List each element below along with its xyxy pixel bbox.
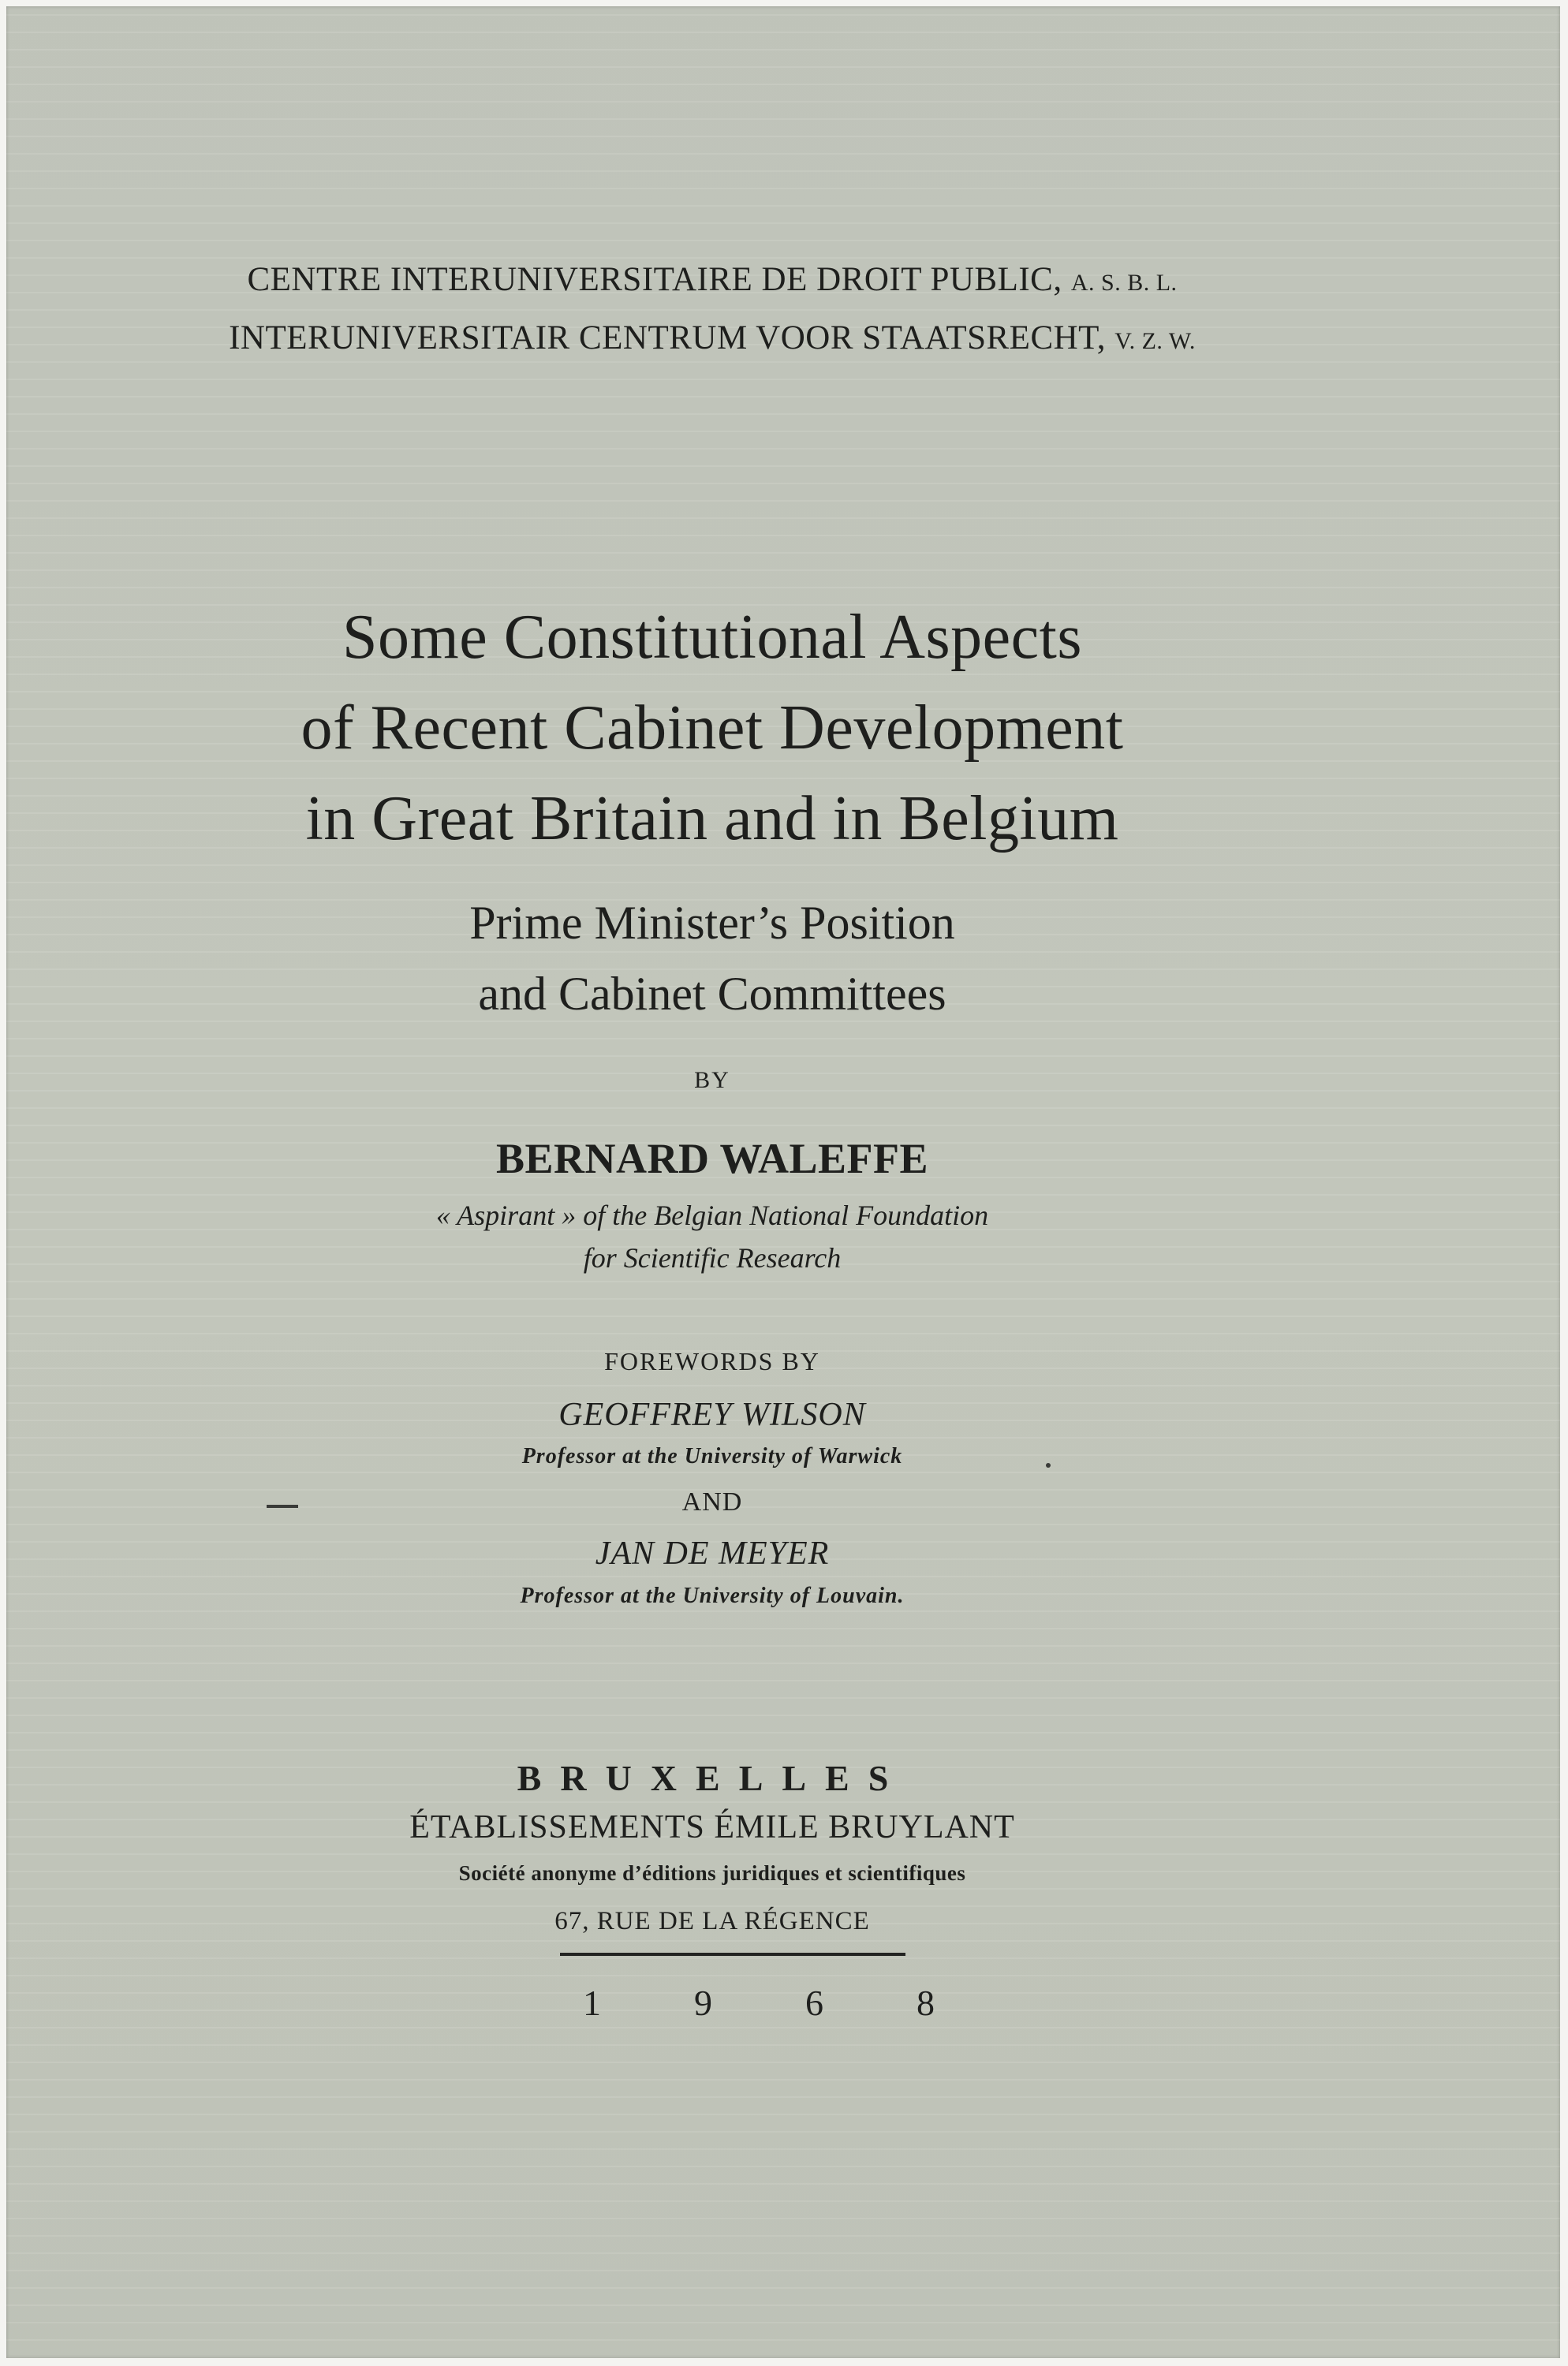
institution-line-french	[6, 260, 1418, 299]
subtitle-line-2: and Cabinet Committees	[478, 968, 946, 1020]
institution-french-suffix: A. S. B. L.	[1070, 270, 1178, 296]
title-line-1: Some Constitutional Aspects	[342, 603, 1082, 672]
institution-dutch-name: INTERUNIVERSITAIR CENTRUM VOOR STAATSRECHT,	[229, 319, 1107, 356]
forewords-and: AND	[681, 1487, 743, 1517]
divider-rule	[560, 1953, 905, 1956]
stray-dash-mark	[267, 1505, 298, 1508]
forewords-label: FOREWORDS BY	[604, 1347, 820, 1375]
institution-dutch-suffix: V. Z. W.	[1114, 328, 1196, 354]
publisher-address: 67, RUE DE LA RÉGENCE	[554, 1907, 870, 1935]
foreword-author-1: GEOFFREY WILSON	[558, 1397, 866, 1433]
byline: BY	[694, 1067, 730, 1093]
foreword-author-2-affiliation: Professor at the University of Louvain.	[520, 1584, 905, 1608]
title-line-3: in Great Britain and in Belgium	[305, 784, 1119, 853]
foreword-author-2: JAN DE MEYER	[595, 1536, 830, 1572]
author-affiliation-line-2: for Scientific Research	[583, 1242, 842, 1274]
institution-french-name: CENTRE INTERUNIVERSITAIRE DE DROIT PUBLIC,	[247, 261, 1062, 298]
publisher-city: BRUXELLES	[517, 1758, 908, 1798]
publisher-name: ÉTABLISSEMENTS ÉMILE BRUYLANT	[409, 1809, 1015, 1845]
institution-line-dutch	[6, 319, 1418, 357]
subtitle-line-1: Prime Minister’s Position	[469, 897, 955, 949]
title-line-2: of Recent Cabinet Development	[301, 693, 1124, 763]
foreword-author-1-affiliation: Professor at the University of Warwick	[521, 1444, 903, 1468]
author-affiliation-line-1: « Aspirant » of the Belgian National Foundation	[435, 1200, 989, 1231]
publisher-description: Société anonyme d’éditions juridiques et scientifiques	[458, 1861, 966, 1885]
book-cover	[6, 6, 1560, 2358]
author-name: BERNARD WALEFFE	[495, 1135, 929, 1182]
stray-dot-mark	[1046, 1463, 1051, 1468]
publication-year: 1968	[583, 1983, 1028, 2023]
